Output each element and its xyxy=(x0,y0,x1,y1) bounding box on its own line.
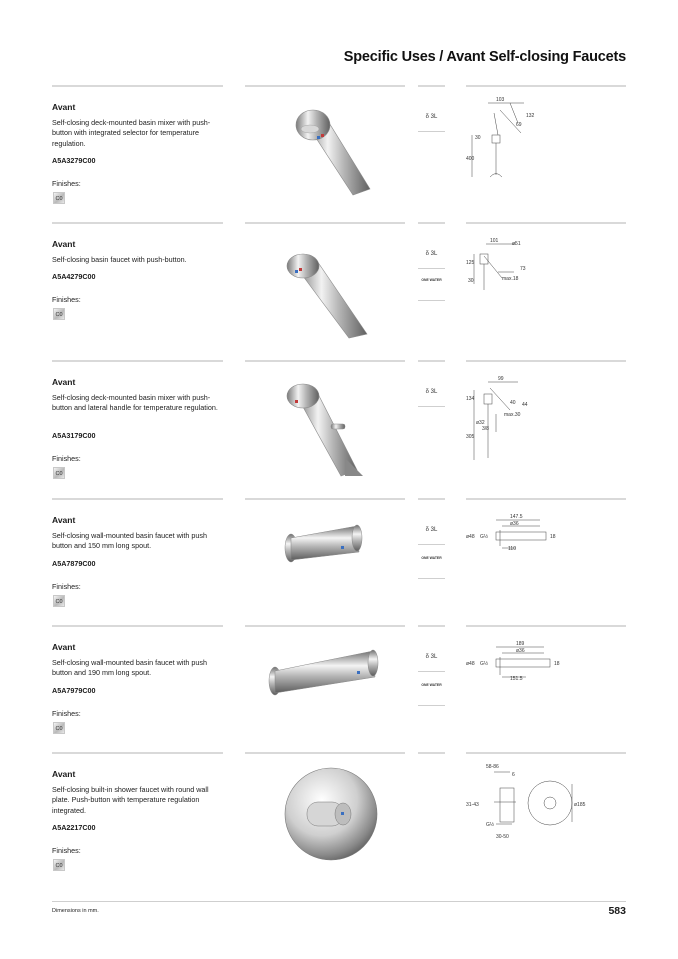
dimension-label: 103 xyxy=(496,97,505,103)
footer-note: Dimensions in mm. xyxy=(52,908,99,914)
finish-swatch-chrome: C0 xyxy=(53,595,65,607)
row-divider xyxy=(466,752,626,754)
product-name: Avant xyxy=(52,377,76,387)
dimension-label: 44 xyxy=(522,402,528,408)
dimension-label: 305 xyxy=(466,434,475,440)
dimension-label: 125 xyxy=(466,260,475,266)
water-flow-icon: δ 3L xyxy=(425,114,438,120)
dimension-label: 110 xyxy=(508,546,516,552)
row-divider xyxy=(466,360,626,362)
dimension-label: 40 xyxy=(510,400,516,406)
footer-divider xyxy=(52,901,626,902)
product-name: Avant xyxy=(52,515,76,525)
finishes-label: Finishes: xyxy=(52,582,81,591)
dimension-label: 134 xyxy=(466,396,475,402)
page-number: 583 xyxy=(608,905,626,917)
row-divider xyxy=(466,222,626,224)
product-photo xyxy=(245,91,405,209)
row-divider xyxy=(52,625,223,627)
icon-divider xyxy=(418,131,445,132)
one-water-icon: ONE WATER xyxy=(421,278,442,282)
row-divider xyxy=(418,85,445,87)
water-flow-icon: δ 3L xyxy=(425,654,438,660)
dimension-label: 400 xyxy=(466,156,475,162)
product-code: A5A7979C00 xyxy=(52,686,96,695)
dimension-label: 73 xyxy=(520,266,526,272)
finishes-label: Finishes: xyxy=(52,179,81,188)
technical-drawing xyxy=(466,232,626,332)
product-row xyxy=(0,498,678,636)
finishes-label: Finishes: xyxy=(52,454,81,463)
dimension-label: max.30 xyxy=(504,412,521,418)
product-row xyxy=(0,222,678,360)
dimension-label: 189 xyxy=(516,641,525,647)
finishes-label: Finishes: xyxy=(52,846,81,855)
row-divider xyxy=(245,498,405,500)
finish-swatch-chrome: C0 xyxy=(53,859,65,871)
row-divider xyxy=(245,752,405,754)
dimension-label: G½ xyxy=(486,822,495,828)
dimension-label: 69 xyxy=(516,122,522,128)
dimension-label: ø36 xyxy=(516,648,525,654)
dimension-label: G½ xyxy=(480,661,489,667)
product-description: Self-closing deck-mounted basin mixer with push-button and lateral handle for temperature regulation. xyxy=(52,393,218,413)
water-flow-icon: δ 3L xyxy=(425,389,438,395)
dimension-label: 18 xyxy=(554,661,560,667)
dimension-label: 147.5 xyxy=(510,514,523,520)
dimension-label: 101 xyxy=(490,238,499,244)
row-divider xyxy=(466,498,626,500)
product-photo xyxy=(245,758,405,876)
finish-swatch-chrome: C0 xyxy=(53,192,65,204)
icon-divider xyxy=(418,671,445,672)
finishes-label: Finishes: xyxy=(52,709,81,718)
product-code: A5A2217C00 xyxy=(52,823,96,832)
one-water-icon: ONE WATER xyxy=(421,683,442,687)
technical-drawing xyxy=(466,508,626,608)
row-divider xyxy=(52,752,223,754)
row-divider xyxy=(418,625,445,627)
dimension-label: ø51 xyxy=(512,241,521,247)
dimension-label: ø32 xyxy=(476,420,485,426)
dimension-label: 30-50 xyxy=(496,834,509,840)
row-divider xyxy=(52,85,223,87)
row-divider xyxy=(418,752,445,754)
dimension-label: G½ xyxy=(480,534,489,540)
icon-divider xyxy=(418,406,445,407)
product-row xyxy=(0,625,678,763)
product-name: Avant xyxy=(52,102,76,112)
dimension-label: 18 xyxy=(550,534,556,540)
row-divider xyxy=(52,498,223,500)
product-photo xyxy=(245,366,405,484)
product-code: A5A7879C00 xyxy=(52,559,96,568)
product-row xyxy=(0,85,678,223)
product-description: Self-closing basin faucet with push-button. xyxy=(52,255,187,264)
icon-divider xyxy=(418,578,445,579)
row-divider xyxy=(418,498,445,500)
finish-swatch-chrome: C0 xyxy=(53,308,65,320)
water-flow-icon: δ 3L xyxy=(425,527,438,533)
dimension-label: 151.5 xyxy=(510,676,523,682)
dimension-label: 58-86 xyxy=(486,764,499,770)
dimension-label: ø185 xyxy=(574,802,586,808)
product-code: A5A3279C00 xyxy=(52,156,96,165)
page-title: Specific Uses / Avant Self-closing Faucets xyxy=(343,49,626,65)
product-row xyxy=(0,360,678,498)
finishes-label: Finishes: xyxy=(52,295,81,304)
dimension-label: 30 xyxy=(468,278,474,284)
product-name: Avant xyxy=(52,239,76,249)
product-photo xyxy=(245,631,405,749)
product-description: Self-closing deck-mounted basin mixer with push-button with integrated selector for temperature regulation. xyxy=(52,118,211,148)
icon-divider xyxy=(418,705,445,706)
finish-swatch-chrome: C0 xyxy=(53,467,65,479)
row-divider xyxy=(245,625,405,627)
dimension-label: 99 xyxy=(498,376,504,382)
product-photo xyxy=(245,228,405,346)
product-name: Avant xyxy=(52,642,76,652)
icon-divider xyxy=(418,544,445,545)
product-code: A5A3179C00 xyxy=(52,431,96,440)
product-code: A5A4279C00 xyxy=(52,272,96,281)
dimension-label: 6 xyxy=(512,772,515,778)
icon-divider xyxy=(418,300,445,301)
row-divider xyxy=(52,360,223,362)
product-description: Self-closing built-in shower faucet with round wall plate. Push-button with temperature regulation integrated. xyxy=(52,785,209,815)
dimension-label: 3/8 xyxy=(482,426,489,432)
dimension-label: 132 xyxy=(526,113,535,119)
product-name: Avant xyxy=(52,769,76,779)
product-photo xyxy=(245,504,405,622)
dimension-label: ø48 xyxy=(466,661,475,667)
row-divider xyxy=(52,222,223,224)
finish-swatch-chrome: C0 xyxy=(53,722,65,734)
row-divider xyxy=(245,222,405,224)
row-divider xyxy=(418,360,445,362)
row-divider xyxy=(245,360,405,362)
row-divider xyxy=(466,85,626,87)
row-divider xyxy=(466,625,626,627)
dimension-label: max.18 xyxy=(502,276,519,282)
one-water-icon: ONE WATER xyxy=(421,556,442,560)
dimension-label: 30 xyxy=(475,135,481,141)
water-flow-icon: δ 3L xyxy=(425,251,438,257)
dimension-label: ø36 xyxy=(510,521,519,527)
technical-drawing xyxy=(466,95,626,195)
row-divider xyxy=(245,85,405,87)
technical-drawing xyxy=(466,370,626,470)
technical-drawing xyxy=(466,635,626,735)
dimension-label: ø48 xyxy=(466,534,475,540)
technical-drawing xyxy=(466,762,626,862)
dimension-label: 31-43 xyxy=(466,802,479,808)
product-description: Self-closing wall-mounted basin faucet with push button and 150 mm long spout. xyxy=(52,531,208,551)
icon-divider xyxy=(418,268,445,269)
product-row xyxy=(0,752,678,890)
row-divider xyxy=(418,222,445,224)
product-description: Self-closing wall-mounted basin faucet with push button and 190 mm long spout. xyxy=(52,658,208,678)
